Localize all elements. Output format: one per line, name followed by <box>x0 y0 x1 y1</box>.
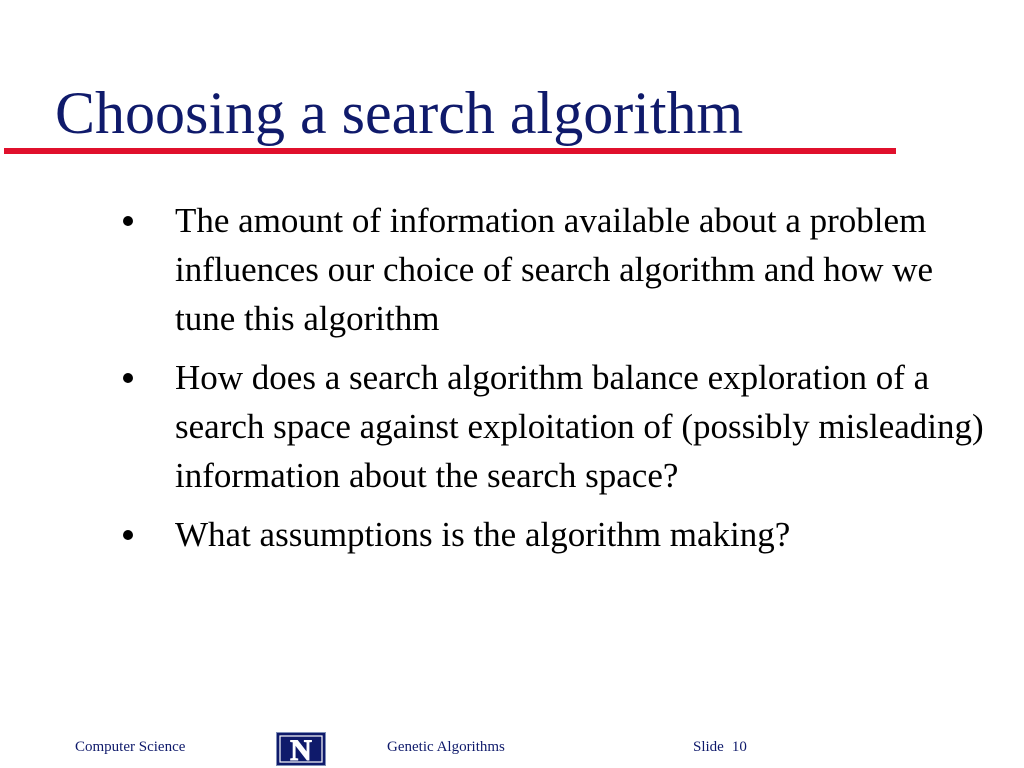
bullet-text: How does a search algorithm balance exploration of a search space against exploitation of (possibly misleading) information about the search space? <box>175 358 984 495</box>
bullet-dot-icon <box>123 530 133 540</box>
bullet-text: What assumptions is the algorithm making? <box>175 515 791 554</box>
title-underline <box>4 148 896 154</box>
bullet-item <box>120 510 1000 559</box>
slide-number: 10 <box>731 739 747 755</box>
bullet-list <box>120 196 1000 569</box>
footer-course: Genetic Algorithms <box>387 739 505 755</box>
slide-footer <box>0 730 1024 768</box>
bullet-item <box>120 196 1000 343</box>
slide-title: Choosing a search algorithm <box>55 80 744 146</box>
svg-text:N: N <box>290 734 312 765</box>
bullet-dot-icon <box>123 216 133 226</box>
footer-department: Computer Science <box>75 739 186 755</box>
bullet-item <box>120 353 1000 500</box>
bullet-text: The amount of information available about a problem influences our choice of search algorithm and how we tune this algorithm <box>175 201 934 338</box>
footer-slide-number <box>693 739 747 756</box>
slide-label: Slide <box>693 739 724 755</box>
bullet-dot-icon <box>123 373 133 383</box>
university-logo-icon <box>276 732 326 766</box>
